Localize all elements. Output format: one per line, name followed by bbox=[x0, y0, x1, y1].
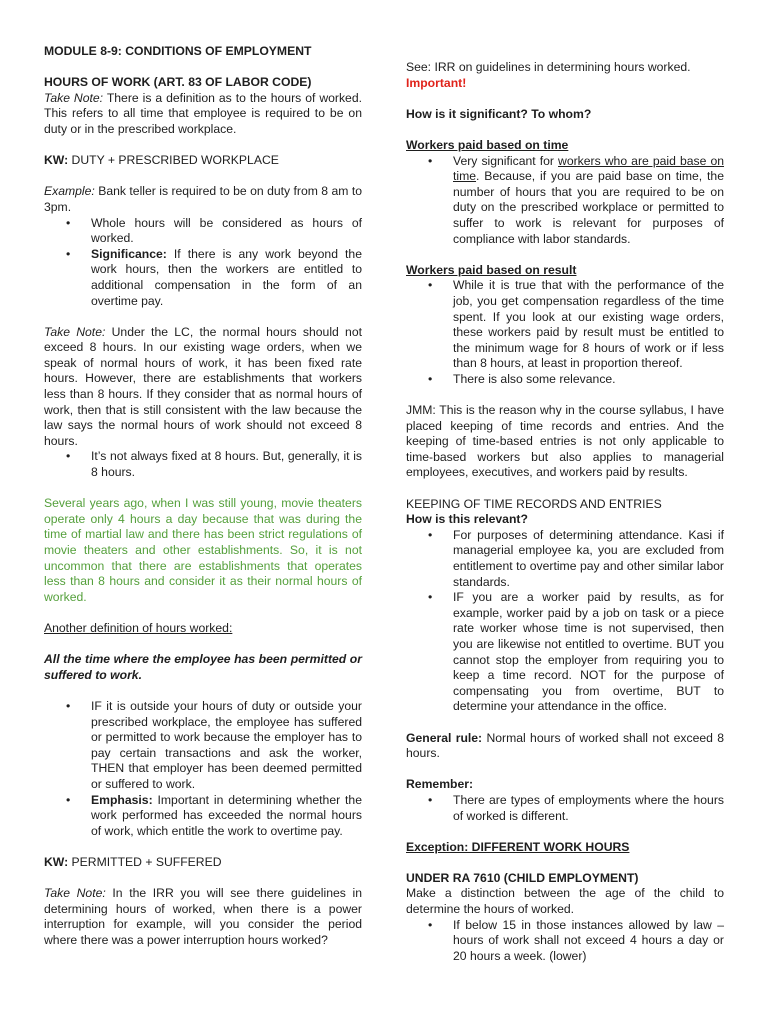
list-item bbox=[44, 793, 362, 840]
ra-bullets bbox=[406, 918, 724, 965]
general-rule-label: General rule: bbox=[406, 730, 483, 745]
example-label: Example: bbox=[44, 184, 95, 199]
significant-question: How is it significant? To whom? bbox=[406, 106, 592, 121]
list-item bbox=[406, 154, 724, 248]
bullet-text: Very significant for bbox=[453, 153, 559, 168]
time-workers-heading: Workers paid based on time bbox=[406, 137, 569, 152]
kw-text: DUTY + PRESCRIBED WORKPLACE bbox=[68, 153, 279, 168]
list-item: • There are types of employments where the hours of worked is different. bbox=[406, 793, 724, 824]
bullet-text: IF it is outside your hours of duty or outside your prescribed workplace, the employee has suffered or permitted to work because the employer has to pay certain transactions and ask the worker, THEN that employer has been deemed permitted or suffered to work. bbox=[91, 698, 362, 791]
list-item: • IF you are a worker paid by results, as for example, worker paid by a job on task or a piece rate worker whose time is not supervised, then you are likewise not entitled to overtime. BUT you cannot stop the employer from requiring you to keep a time record. NOT for the purpose of compensating you from overtime, BUT to determine your attendance in the office. bbox=[406, 590, 724, 715]
result-workers-heading: Workers paid based on result bbox=[406, 262, 577, 277]
bullet-list-3 bbox=[44, 699, 362, 839]
bullet-underlined: workers who are paid base on time bbox=[453, 153, 725, 184]
list-item: • For purposes of determining attendance. Kasi if managerial employee ka, you are excluded from entitlement to overtime pay and other similar labor standards. bbox=[406, 528, 724, 590]
kw-duty bbox=[44, 153, 362, 169]
take-note-text: Under the LC, the normal hours should not exceed 8 hours. In our existing wage orders, when we speak of normal hours of work, it has been fixed rate hours. However, there are establishments that workers less than 8 hours. If they consider that as normal hours of work, then that is still consistent with the law because the law says the normal hours of work should not exceed 8 hours. bbox=[44, 324, 362, 448]
list-item: • If below 15 in those instances allowed by law – hours of work shall not exceed 4 hours a day or 20 hours a week. (lower) bbox=[406, 918, 724, 965]
take-note-label: Take Note: bbox=[44, 886, 106, 901]
remember-label: Remember: bbox=[406, 777, 474, 792]
kw-label: KW: bbox=[44, 854, 69, 869]
hours-of-work-heading: HOURS OF WORK (ART. 83 OF LABOR CODE) bbox=[44, 75, 312, 90]
kw-text: PERMITTED + SUFFERED bbox=[68, 854, 222, 869]
bullet-text: Important in determining whether the work performed has exceeded the normal hours of work, which entitle the work to overtime pay. bbox=[91, 792, 362, 838]
right-column bbox=[406, 60, 724, 964]
take-note-3 bbox=[44, 886, 362, 948]
see-irr: See: IRR on guidelines in determining hours worked. bbox=[406, 60, 691, 74]
bullet-label: Significance: bbox=[91, 246, 167, 261]
bullet-text: If there is any work beyond the work hours, then the workers are entitled to additional compensation in the form of an overtime pay. bbox=[91, 246, 362, 308]
take-note-1 bbox=[44, 91, 362, 138]
bullet-list-1 bbox=[44, 216, 362, 310]
kw-permitted bbox=[44, 855, 362, 871]
exception-heading: Exception: DIFFERENT WORK HOURS bbox=[406, 839, 630, 854]
list-item bbox=[44, 247, 362, 309]
important-label: Important! bbox=[406, 75, 467, 90]
result-bullets bbox=[406, 278, 724, 387]
module-title: MODULE 8-9: CONDITIONS OF EMPLOYMENT bbox=[44, 44, 312, 58]
bullet-text: Whole hours will be considered as hours of worked. bbox=[91, 215, 362, 246]
list-item: • There is also some relevance. bbox=[406, 372, 724, 388]
left-column bbox=[44, 44, 362, 948]
keeping-heading: KEEPING OF TIME RECORDS AND ENTRIES bbox=[406, 496, 662, 511]
example-paragraph bbox=[44, 184, 362, 215]
keeping-bullets bbox=[406, 528, 724, 715]
list-item: • While it is true that with the performance of the job, you get compensation regardless of the time spent. If you look at our existing wage orders, these workers paid by result must be entitled to the minimum wage for 8 hours of work or if less than 8 hours, at least in proportion thereof. bbox=[406, 278, 724, 372]
general-rule bbox=[406, 731, 724, 762]
definition-statement: All the time where the employee has been permitted or suffered to work. bbox=[44, 652, 362, 682]
ra-text: Make a distinction between the age of the child to determine the hours of worked. bbox=[406, 886, 724, 917]
take-note-2 bbox=[44, 325, 362, 450]
relevant-question: How is this relevant? bbox=[406, 512, 528, 527]
jmm-paragraph: JMM: This is the reason why in the course syllabus, I have placed keeping of time records and entries. And the keeping of time-based entries is not only applicable to time-based workers but also applies to managerial employees, executives, and workers paid by results. bbox=[406, 403, 724, 480]
bullet-text: . Because, if you are paid base on time, the number of hours that you are required to be on duty on the prescribed workplace or permitted to suffer to work is relevant for purposes of compliance with labor standards. bbox=[453, 169, 724, 246]
bullet-label: Emphasis: bbox=[91, 792, 153, 807]
example-text: Bank teller is required to be on duty from 8 am to 3pm. bbox=[44, 184, 362, 214]
take-note-label: Take Note: bbox=[44, 90, 104, 105]
ra-heading: UNDER RA 7610 (CHILD EMPLOYMENT) bbox=[406, 870, 639, 885]
take-note-label: Take Note: bbox=[44, 324, 106, 339]
kw-label: KW: bbox=[44, 153, 69, 168]
remember-bullets bbox=[406, 793, 724, 824]
bullet-list-2 bbox=[44, 449, 362, 480]
green-anecdote: Several years ago, when I was still young, movie theaters operate only 4 hours a day because that was during the time of martial law and there has been strict regulations of movie theaters and other establishments. So, it is not uncommon that there are establishments that operates less than 8 hours and consider it as their normal hours of worked. bbox=[44, 496, 362, 604]
general-rule-text: Normal hours of worked shall not exceed 8 hours. bbox=[406, 730, 725, 761]
list-item: • It’s not always fixed at 8 hours. But, generally, it is 8 hours. bbox=[44, 449, 362, 480]
time-bullets bbox=[406, 154, 724, 248]
list-item bbox=[44, 699, 362, 793]
take-note-text: In the IRR you will see there guidelines in determining hours of worked, when there is a power interruption for example, will you consider the period where there was a power interruption hours worked? bbox=[44, 886, 362, 947]
take-note-text: There is a definition as to the hours of worked. This refers to all time that employee is required to be on duty or in the prescribed workplace. bbox=[44, 90, 362, 136]
another-definition: Another definition of hours worked: bbox=[44, 620, 233, 635]
list-item bbox=[44, 216, 362, 247]
